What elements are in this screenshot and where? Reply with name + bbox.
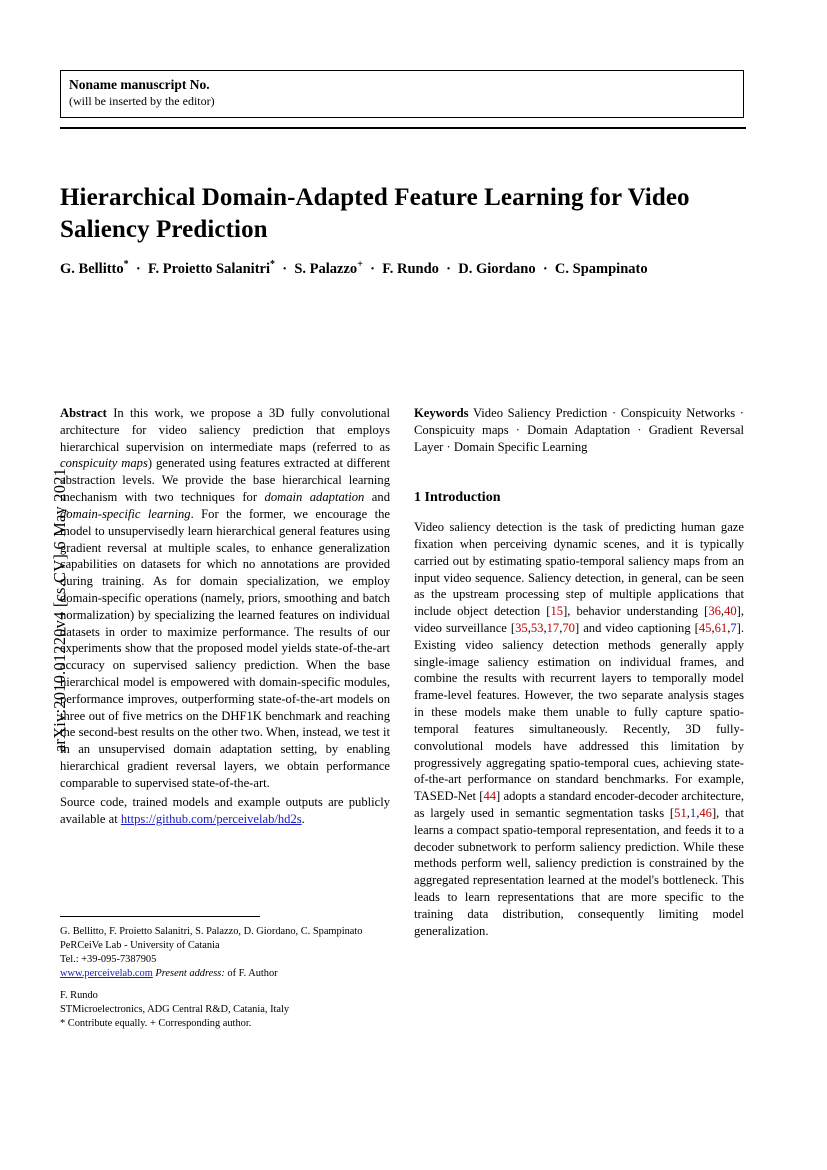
footnote-affiliation: PeRCeiVe Lab - University of Catania: [60, 940, 220, 952]
keywords-label: Keywords: [414, 406, 469, 420]
lab-website-link[interactable]: www.perceivelab.com: [60, 968, 153, 980]
manuscript-number-box: [60, 70, 744, 118]
author-footnote: [60, 925, 390, 1031]
present-address-value: of F. Author: [224, 968, 278, 980]
arxiv-identifier-stamp: arXiv:2010.01220v4 [cs.CV] 6 May 2021: [50, 467, 69, 753]
footnote-divider: [60, 916, 260, 917]
manuscript-number-note: (will be inserted by the editor): [69, 93, 215, 108]
abstract-text: In this work, we propose a 3D fully convolutional architecture for video saliency prediction that employs hierarchical supervision on intermediate maps (referred to as conspicuity maps) generated using features extracted at different abstraction levels. We provide the base hierarchical learning mechanism with two techniques for domain adaptation and domain-specific learning. For the former, we encourage the model to unsupervisedly learn hierarchical general features using gradient reversal at multiple scales, to enhance generalization capabilities on datasets for which no annotations are provided during training. As for domain specialization, we employ domain-specific operations (namely, priors, smoothing and batch normalization) by specializing the learned features on individual datasets in order to maximize performance. The results of our experiments show that the proposed model yields state-of-the-art accuracy on supervised saliency prediction. When the base hierarchical model is empowered with domain-specific modules, performance improves, outperforming state-of-the-art models on three out of five metrics on the DHF1K benchmark and reaching the second-best results on the other two. When, instead, we test it in an unsupervised domain adaptation setting, by enabling hierarchical gradient reversal layers, we obtain performance comparable to supervised state-of-the-art.: [60, 406, 391, 790]
abstract-column: [60, 405, 390, 828]
manuscript-number-label: Noname manuscript No.: [69, 77, 210, 92]
source-code-link[interactable]: https://github.com/perceivelab/hd2s: [120, 812, 302, 827]
present-address-label: Present address:: [155, 968, 225, 980]
footnote-author2-affiliation: STMicroelectronics, ADG Central R&D, Catania, Italy: [60, 1003, 290, 1015]
keywords-block: [414, 405, 744, 455]
footnote-author-names: G. Bellitto, F. Proietto Salanitri, S. Palazzo, D. Giordano, C. Spampinato: [60, 926, 363, 937]
footnote-telephone: Tel.: +39-095-7387905: [60, 954, 157, 966]
section-heading-introduction: 1 Introduction: [414, 490, 501, 506]
page-title: Hierarchical Domain-Adapted Feature Learning for Video Saliency Prediction: [60, 184, 690, 243]
abstract-availability: [60, 794, 390, 828]
abstract-paragraph: [60, 405, 390, 792]
availability-prefix: Source code, trained models and example outputs are publicly available at: [60, 795, 390, 827]
footnote-author2-name: F. Rundo: [60, 989, 98, 1001]
abstract-label: Abstract: [60, 406, 107, 420]
author-list: G. Bellitto* · F. Proietto Salanitri* · S. Palazzo+ · F. Rundo · D. Giordano · C. Spampinato: [60, 259, 648, 277]
keywords-text: Video Saliency Prediction · Conspicuity Networks · Conspicuity maps · Domain Adaptation · Gradient Reversal Layer · Domain Specific Learning: [414, 406, 744, 454]
main-column: [414, 405, 744, 939]
footnote-email-line: [60, 967, 390, 981]
availability-suffix: .: [301, 812, 305, 827]
header-divider: [60, 127, 746, 129]
footnote-contributions: * Contribute equally. + Corresponding author.: [60, 1017, 252, 1029]
introduction-paragraph: Video saliency detection is the task of predicting human gaze fixation when perceiving dynamic scenes, and it is typically carried out by estimating spatio-temporal saliency maps from an input video sequence. Saliency detection, in general, can be seen as the upstream processing step of multiple applications that include object detection [15], behavior understanding [36,40], video surveillance [35,53,17,70] and video captioning [45,61,7]. Existing video saliency detection methods generally apply single-image saliency estimation on individual frames, and combine the results with recurrent layers to temporally model frame-level features. However, the two separate analysis stages in these models make them unable to fully capture spatio-temporal features simultaneously. Recently, 3D fully-convolutional models have addressed this limitation by progressively aggregating spatio-temporal cues, achieving state-of-the-art performance on standard benchmarks. For example, TASED-Net [44] adopts a standard encoder-decoder architecture, as largely used in semantic segmentation tasks [51,1,46], that learns a compact spatio-temporal representation, and feeds it to a decoder subnetwork to perform saliency prediction. While these methods perform well, saliency prediction is constrained by the aggregated representation learned at the model's bottleneck. This leads to learn representations that are more specific to the training data distribution, consequently limiting model generalization.: [414, 520, 745, 938]
